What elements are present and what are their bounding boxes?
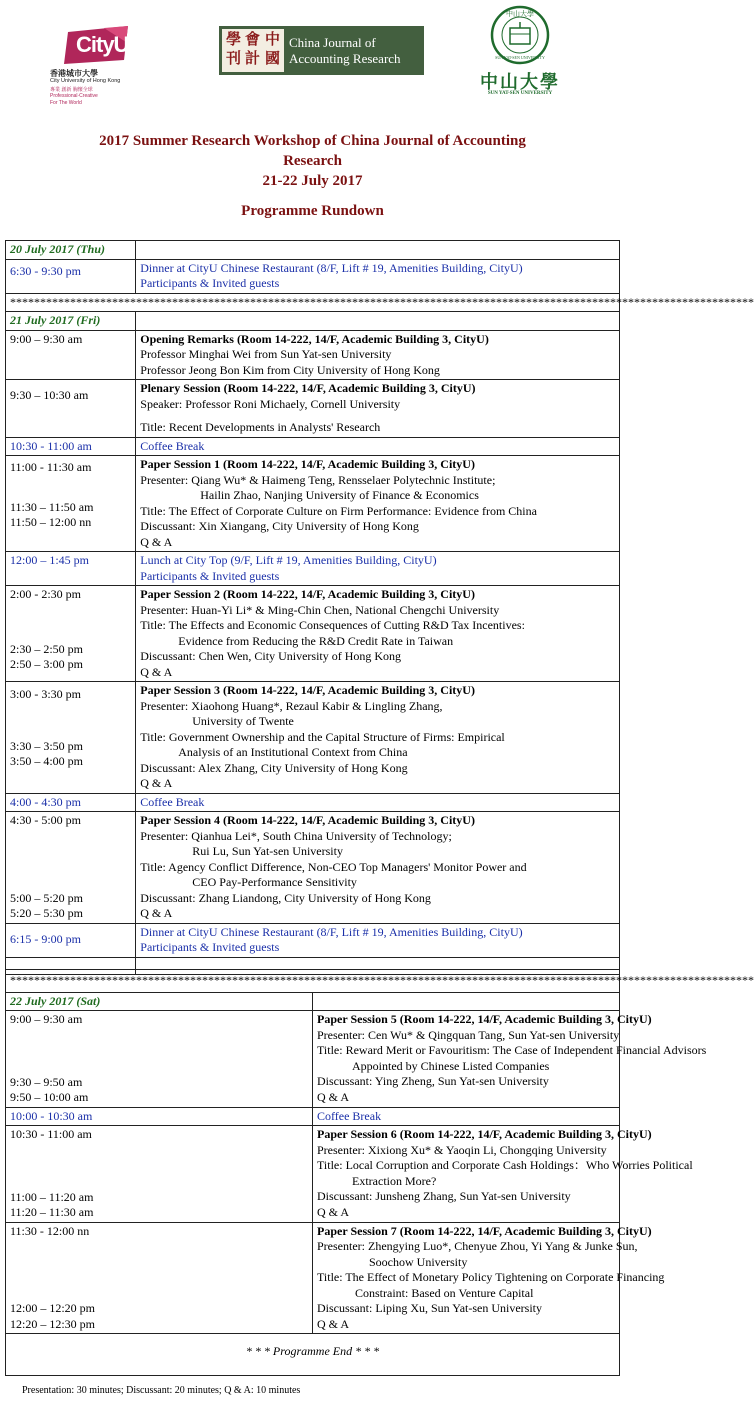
separator-row <box>6 293 620 312</box>
workshop-title-line2: Research <box>283 153 342 169</box>
footer-note: Presentation: 30 minutes; Discussant: 20 minutes; Q & A: 10 minutes <box>22 1385 301 1396</box>
cityu-tagline-en2: For The World <box>50 100 82 106</box>
time-cell: 9:30 – 10:30 am <box>6 380 136 438</box>
table-row <box>6 330 620 380</box>
time-cell: 4:00 - 4:30 pm <box>6 793 136 812</box>
session-cell: Paper Session 7 (Room 14-222, 14/F, Academic Building 3, CityU) Presenter: Zhengying Luo*, Chenyue Zhou, Yi Yang & Junke Sun, Soochow University Title: The Effect of Monetary Policy Tightening on Corporate Financing Constraint: Based on Venture Capital Discussant: Liping Xu, Sun Yat-sen University Q & A <box>313 1222 620 1334</box>
table-row <box>6 380 620 438</box>
cjar-seal-char: 中 <box>265 32 281 48</box>
session-cell: Paper Session 3 (Room 14-222, 14/F, Academic Building 3, CityU) Presenter: Xiaohong Huang*, Rezaul Kabir & Lingling Zhang, University of Twente Title: Government Ownership and the Capital Structure of Firms: Empirical Analysis of an Institutional Context from China Discussant: Alex Zhang, City University of Hong Kong Q & A <box>136 682 620 794</box>
programme-rundown-title: Programme Rundown <box>241 203 384 219</box>
cityu-tagline-en1: Professional·Creative <box>50 93 98 99</box>
cjar-seal-icon <box>222 29 284 72</box>
time-cell: 4:30 - 5:00 pm 5:00 – 5:20 pm 5:20 – 5:30 pm <box>6 812 136 924</box>
time-cell: 12:00 – 1:45 pm <box>6 552 136 586</box>
cjar-seal-char: 學 <box>226 32 242 48</box>
time-cell: 9:00 – 9:30 am 9:30 – 9:50 am 9:50 – 10:00 am <box>6 1011 313 1108</box>
event-cell: Dinner at CityU Chinese Restaurant (8/F, Lift # 19, Amenities Building, CityU) Participants & Invited guests <box>136 923 620 957</box>
session-cell: Paper Session 6 (Room 14-222, 14/F, Academic Building 3, CityU) Presenter: Xixiong Xu* & Yaoqin Li, Chongqing University Title: Local Corruption and Corporate Cash Holdings：Who Worries Political Extraction More? Discussant: Junsheng Zhang, Sun Yat-sen University Q & A <box>313 1126 620 1223</box>
time-cell: 11:00 - 11:30 am 11:30 – 11:50 am 11:50 – 12:00 nn <box>6 456 136 552</box>
table-row <box>6 312 620 331</box>
time-cell: 6:15 - 9:00 pm <box>6 923 136 957</box>
table-row <box>6 1126 620 1223</box>
workshop-title-line1: 2017 Summer Research Workshop of China Journal of Accounting <box>99 133 526 149</box>
table-row <box>6 259 620 293</box>
table-row <box>6 1011 620 1108</box>
time-cell: 10:00 - 10:30 am <box>6 1107 313 1126</box>
separator: **************************************************************************************************************************** <box>6 293 620 312</box>
sysu-chinese-name: 中山大學 <box>480 72 560 92</box>
table-row <box>6 793 620 812</box>
table-row <box>6 552 620 586</box>
time-cell: 10:30 - 11:00 am 11:00 – 11:20 am 11:20 – 11:30 am <box>6 1126 313 1223</box>
table-row <box>6 923 620 957</box>
session-cell: Plenary Session (Room 14-222, 14/F, Academic Building 3, CityU) Speaker: Professor Roni Michaely, Cornell University Title: Recent Developments in Analysts' Research <box>136 380 620 438</box>
table-row <box>6 682 620 794</box>
cjar-seal-char: 刊 <box>226 51 242 67</box>
cjar-logo <box>219 26 424 75</box>
cjar-title <box>289 35 401 67</box>
session-cell: Paper Session 5 (Room 14-222, 14/F, Academic Building 3, CityU) Presenter: Cen Wu* & Qingquan Tang, Sun Yat-sen University Title: Reward Merit or Favouritism: The Case of Independent Financial Advisors Appointed by Chinese Listed Companies Discussant: Ying Zheng, Sun Yat-sen University Q & A <box>313 1011 620 1108</box>
sysu-seal-icon <box>480 4 560 66</box>
cityu-wordmark: CityU <box>76 32 129 57</box>
time-cell: 10:30 - 11:00 am <box>6 437 136 456</box>
cjar-title-line2: Accounting Research <box>289 51 401 66</box>
cjar-seal-char: 國 <box>265 51 281 67</box>
separator: **************************************************************************************************************************** <box>6 970 620 993</box>
table-row <box>6 992 620 1011</box>
event-cell: Dinner at CityU Chinese Restaurant (8/F, Lift # 19, Amenities Building, CityU) Participants & Invited guests <box>136 259 620 293</box>
sysu-english-name: SUN YAT-SEN UNIVERSITY <box>487 91 553 96</box>
session-cell: Opening Remarks (Room 14-222, 14/F, Academic Building 3, CityU) Professor Minghai Wei from Sun Yat-sen University Professor Jeong Bon Kim from City University of Hong Kong <box>136 330 620 380</box>
workshop-dates: 21-22 July 2017 <box>262 173 363 189</box>
cityu-chinese-name: 香港城市大學 <box>50 69 98 78</box>
logo-bar <box>0 0 625 110</box>
table-row <box>6 1222 620 1334</box>
break-cell: Coffee Break <box>136 793 620 812</box>
rundown-table-2 <box>5 969 754 1376</box>
cjar-seal-char: 會 <box>245 32 261 48</box>
time-cell: 9:00 – 9:30 am <box>6 330 136 380</box>
break-cell: Coffee Break <box>313 1107 620 1126</box>
sysu-logo <box>470 4 570 104</box>
break-cell: Coffee Break <box>136 437 620 456</box>
day-date: 21 July 2017 (Fri) <box>6 312 136 331</box>
day-date: 22 July 2017 (Sat) <box>6 992 313 1011</box>
cjar-seal-char: 計 <box>245 51 261 67</box>
sysu-seal-text: 中山大學 <box>506 10 534 18</box>
time-cell: 3:00 - 3:30 pm 3:30 – 3:50 pm 3:50 – 4:00 pm <box>6 682 136 794</box>
cityu-tagline-cn: 專業 創新 胸懷全球 <box>50 87 93 93</box>
table-row <box>6 1107 620 1126</box>
sysu-seal-english: SUN YAT-SEN UNIVERSITY <box>495 55 545 60</box>
table-row <box>6 456 620 552</box>
table-row <box>6 241 620 260</box>
cjar-title-line1: China Journal of <box>289 35 376 50</box>
table-row <box>6 1334 620 1376</box>
time-cell: 11:30 - 12:00 nn 12:00 – 12:20 pm 12:20 – 12:30 pm <box>6 1222 313 1334</box>
session-cell: Paper Session 1 (Room 14-222, 14/F, Academic Building 3, CityU) Presenter: Qiang Wu* & Haimeng Teng, Rensselaer Polytechnic Institute; Hailin Zhao, Nanjing University of Finance & Economics Title: The Effect of Corporate Culture on Firm Performance: Evidence from China Discussant: Xin Xiangang, City University of Hong Kong Q & A <box>136 456 620 552</box>
table-row <box>6 586 620 682</box>
time-cell: 6:30 - 9:30 pm <box>6 259 136 293</box>
separator-row <box>6 970 620 993</box>
table-row <box>6 437 620 456</box>
event-cell: Lunch at City Top (9/F, Lift # 19, Amenities Building, CityU) Participants & Invited guests <box>136 552 620 586</box>
cityu-logo <box>46 24 146 108</box>
session-cell: Paper Session 4 (Room 14-222, 14/F, Academic Building 3, CityU) Presenter: Qianhua Lei*, South China University of Technology; Rui Lu, Sun Yat-sen University Title: Agency Conflict Difference, Non-CEO Top Managers' Monitor Power and CEO Pay-Performance Sensitivity Discussant: Zhang Liandong, City University of Hong Kong Q & A <box>136 812 620 924</box>
rundown-table-1 <box>5 240 754 975</box>
day-date: 20 July 2017 (Thu) <box>6 241 136 260</box>
table-row <box>6 812 620 924</box>
cityu-english-name: City University of Hong Kong <box>50 78 121 84</box>
session-cell: Paper Session 2 (Room 14-222, 14/F, Academic Building 3, CityU) Presenter: Huan-Yi Li* & Ming-Chin Chen, National Chengchi University Title: The Effects and Economic Consequences of Cutting R&D Tax Incentives: Evidence from Reducing the R&D Credit Rate in Taiwan Discussant: Chen Wen, City University of Hong Kong Q & A <box>136 586 620 682</box>
time-cell: 2:00 - 2:30 pm 2:30 – 2:50 pm 2:50 – 3:00 pm <box>6 586 136 682</box>
programme-end: * * * Programme End * * * <box>6 1334 620 1376</box>
